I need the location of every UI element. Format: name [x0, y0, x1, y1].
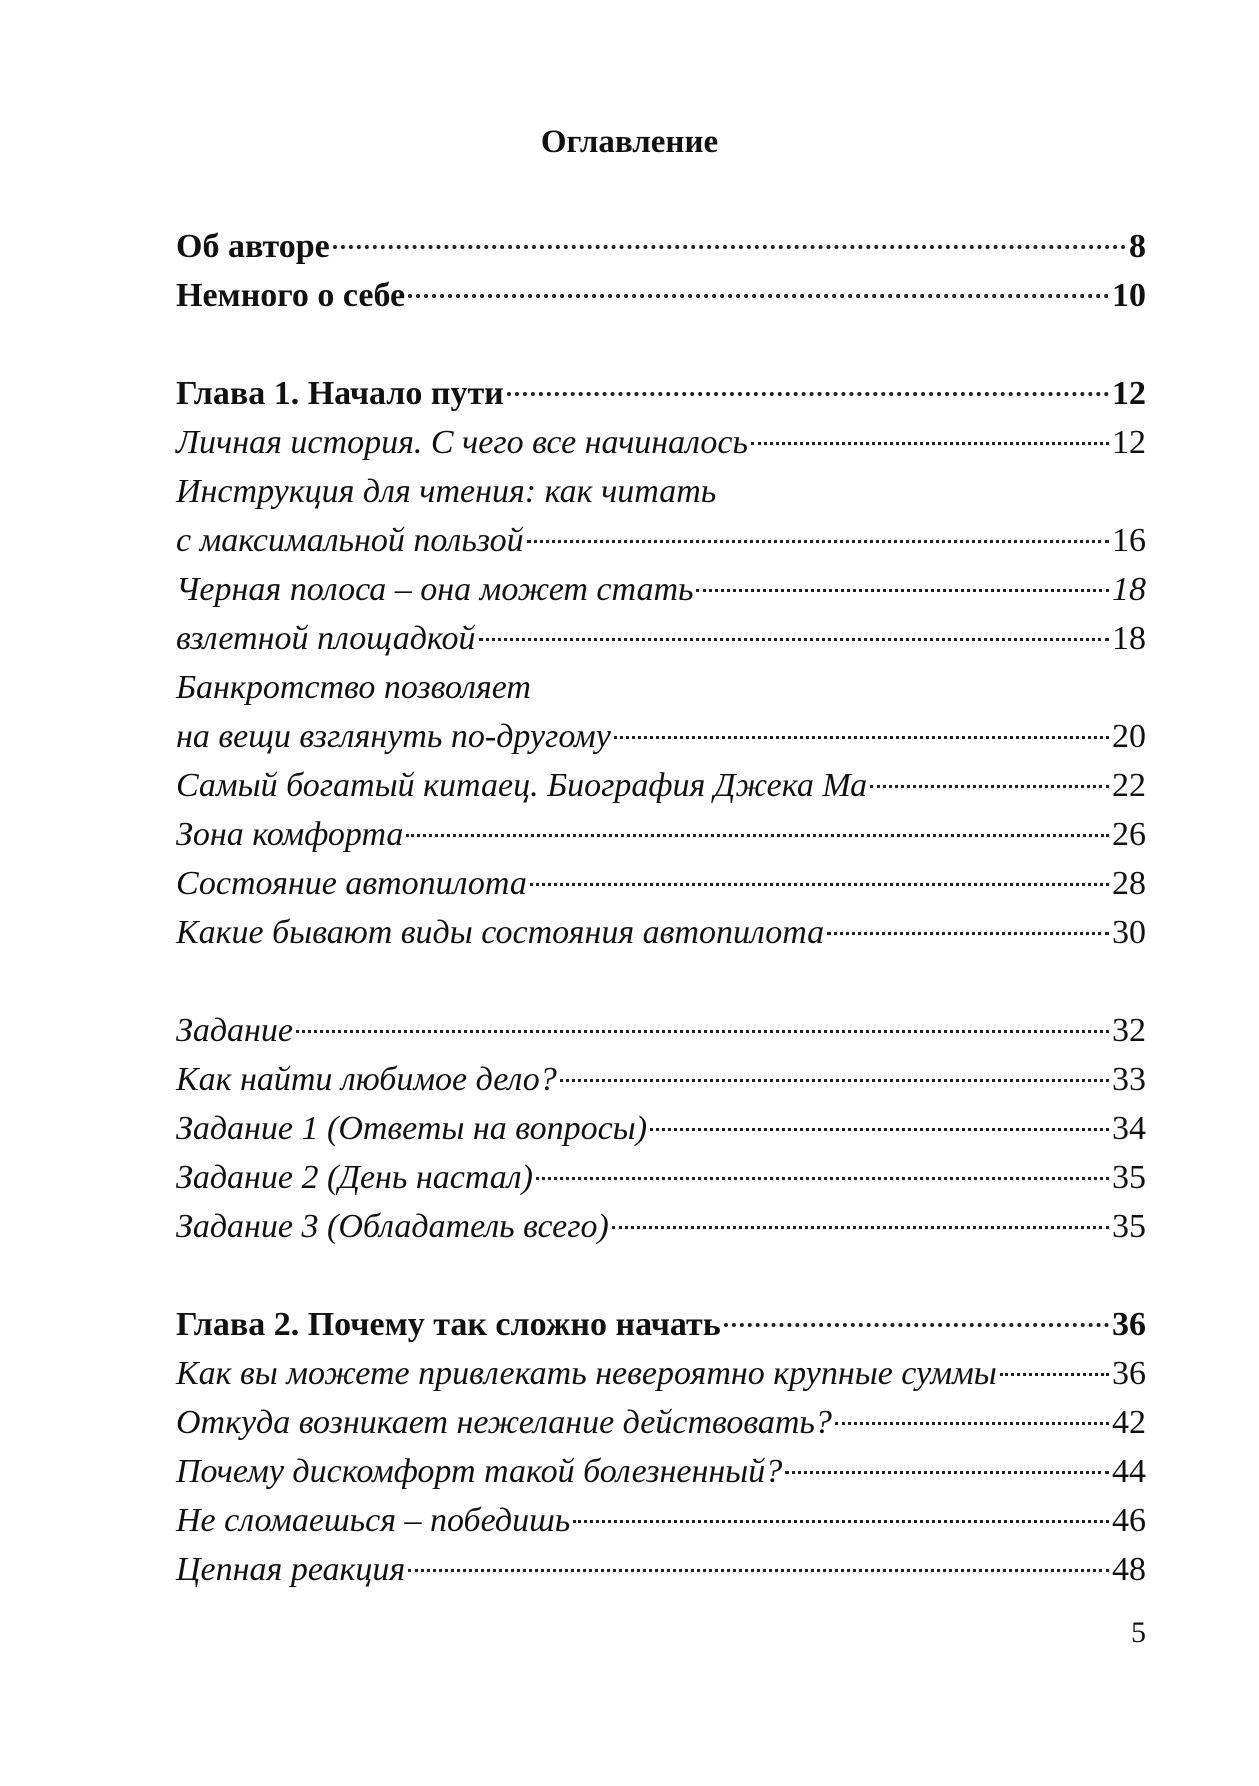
dot-leader: [1000, 1373, 1109, 1376]
toc-entry-chain-reaction[interactable]: [176, 1545, 1146, 1594]
entry-page-number: 46: [1112, 1502, 1146, 1539]
entry-title-line-1[interactable]: Банкротство позволяет: [176, 669, 531, 706]
entry-page-number: 44: [1112, 1453, 1146, 1490]
dot-leader: [751, 442, 1109, 445]
entry-page-number: 48: [1112, 1551, 1146, 1588]
entry-title: Задание: [176, 1012, 293, 1049]
entry-title: Не сломаешься – победишь: [176, 1502, 571, 1539]
toc-entry-task-3[interactable]: [176, 1202, 1146, 1251]
entry-page-number: 10: [1112, 277, 1146, 314]
dot-leader: [479, 638, 1109, 641]
dot-leader: [507, 392, 1109, 396]
section-gap: [176, 957, 1146, 1006]
entry-page-number: 8: [1129, 228, 1146, 265]
toc-entry-task[interactable]: [176, 1006, 1146, 1055]
dot-leader: [827, 932, 1109, 935]
toc-entry-jack-ma[interactable]: [176, 761, 1146, 810]
entry-title: Как вы можете привлекать невероятно крупные суммы: [176, 1355, 997, 1392]
dot-leader: [612, 1226, 1109, 1229]
dot-leader: [870, 785, 1109, 788]
entry-page-number: 18: [1112, 620, 1146, 657]
entry-page-number: 12: [1112, 424, 1146, 461]
entry-title: Глава 2. Почему так сложно начать: [176, 1306, 721, 1343]
entry-title: Задание 2 (День настал): [176, 1159, 533, 1196]
dot-leader: [835, 1422, 1109, 1425]
toc-entry-reading-instructions[interactable]: [176, 516, 1146, 565]
table-of-contents: [176, 222, 1146, 1594]
entry-page-number: 20: [1112, 718, 1146, 755]
entry-page-number: 36: [1112, 1306, 1146, 1343]
entry-title: с максимальной пользой: [176, 522, 524, 559]
dot-leader: [408, 294, 1109, 298]
toc-entry-dont-break[interactable]: [176, 1496, 1146, 1545]
entry-title: Цепная реакция: [176, 1551, 406, 1588]
toc-entry-about-self[interactable]: [176, 271, 1146, 320]
entry-page-number: 28: [1112, 865, 1146, 902]
entry-title: Об авторе: [176, 228, 330, 265]
entry-page-number: 22: [1112, 767, 1146, 804]
page-number: 5: [1131, 1616, 1146, 1649]
dot-leader: [296, 1030, 1109, 1033]
toc-entry-big-sums[interactable]: [176, 1349, 1146, 1398]
toc-entry-personal-story[interactable]: [176, 418, 1146, 467]
entry-page-number: 35: [1112, 1159, 1146, 1196]
entry-title: Самый богатый китаец. Биография Джека Ма: [176, 767, 868, 804]
entry-page-number: 32: [1112, 1012, 1146, 1049]
toc-entry-task-1[interactable]: [176, 1104, 1146, 1153]
entry-title: Глава 1. Начало пути: [176, 375, 504, 412]
toc-entry-bankruptcy[interactable]: [176, 712, 1146, 761]
entry-page-number: 35: [1112, 1208, 1146, 1245]
entry-title: Состояние автопилота: [176, 865, 527, 902]
entry-title: Какие бывают виды состояния автопилота: [176, 914, 825, 951]
toc-entry-about-author[interactable]: [176, 222, 1146, 271]
toc-title: Оглавление: [540, 124, 719, 160]
entry-page-number: 30: [1112, 914, 1146, 951]
entry-title: Черная полоса – она может стать: [176, 571, 694, 608]
toc-entry-discomfort[interactable]: [176, 1447, 1146, 1496]
section-gap: [176, 1251, 1146, 1300]
entry-title: Немного о себе: [176, 277, 406, 314]
dot-leader: [408, 1569, 1109, 1572]
toc-entry-launch-pad[interactable]: [176, 614, 1146, 663]
entry-title: на вещи взглянуть по-другому: [176, 718, 611, 755]
entry-page-number: 16: [1112, 522, 1146, 559]
toc-entry-task-2[interactable]: [176, 1153, 1146, 1202]
toc-entry-reluctance[interactable]: [176, 1398, 1146, 1447]
dot-leader: [527, 540, 1109, 543]
dot-leader: [724, 1323, 1109, 1327]
dot-leader: [406, 834, 1109, 837]
entry-page-number: 36: [1112, 1355, 1146, 1392]
entry-title-line-1[interactable]: Инструкция для чтения: как читать: [176, 473, 717, 510]
dot-leader: [785, 1471, 1109, 1474]
entry-title: Почему дискомфорт такой болезненный?: [176, 1453, 783, 1490]
toc-entry-comfort-zone[interactable]: [176, 810, 1146, 859]
toc-entry-chapter-1[interactable]: [176, 369, 1146, 418]
entry-title: Откуда возникает нежелание действовать?: [176, 1404, 832, 1441]
entry-page-number: 12: [1112, 375, 1146, 412]
entry-title: Задание 1 (Ответы на вопросы): [176, 1110, 648, 1147]
entry-title: Задание 3 (Обладатель всего): [176, 1208, 609, 1245]
entry-page-number: 33: [1112, 1061, 1146, 1098]
toc-entry-chapter-2[interactable]: [176, 1300, 1146, 1349]
dot-leader: [614, 736, 1109, 739]
toc-entry-black-stripe[interactable]: [176, 565, 1146, 614]
section-gap: [176, 320, 1146, 369]
entry-page-number: 26: [1112, 816, 1146, 853]
entry-title: взлетной площадкой: [176, 620, 476, 657]
entry-title: Зона комфорта: [176, 816, 404, 853]
dot-leader: [696, 589, 1109, 592]
entry-page-number: 34: [1112, 1110, 1146, 1147]
dot-leader: [650, 1128, 1109, 1131]
toc-entry-autopilot-types[interactable]: [176, 908, 1146, 957]
dot-leader: [530, 883, 1109, 886]
entry-title: Личная история. С чего все начиналось: [176, 424, 748, 461]
toc-entry-favorite-work[interactable]: [176, 1055, 1146, 1104]
entry-page-number: 18: [1112, 571, 1146, 608]
dot-leader: [573, 1520, 1109, 1523]
dot-leader: [560, 1079, 1109, 1082]
entry-page-number: 42: [1112, 1404, 1146, 1441]
dot-leader: [333, 245, 1126, 249]
entry-title: Как найти любимое дело?: [176, 1061, 557, 1098]
toc-entry-autopilot[interactable]: [176, 859, 1146, 908]
dot-leader: [536, 1177, 1109, 1180]
